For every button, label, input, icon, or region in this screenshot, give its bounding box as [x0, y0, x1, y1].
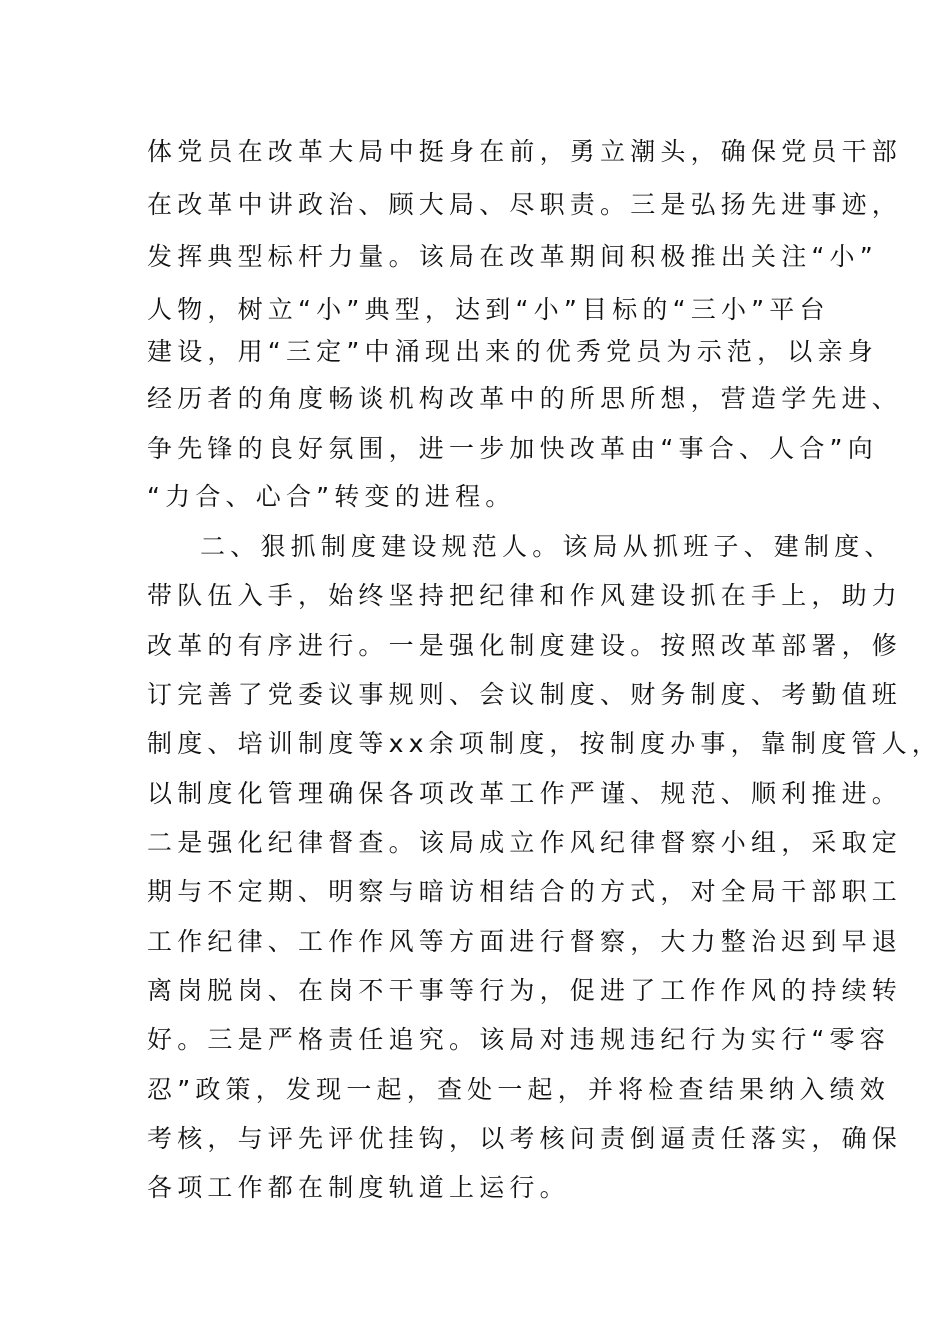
text-line: 忍”政策，发现一起，查处一起，并将检查结果纳入绩效: [147, 1075, 890, 1104]
paragraph-start-line: 二、狠抓制度建设规范人。该局从抓班子、建制度、: [200, 532, 895, 561]
text-line: 各项工作都在制度轨道上运行。: [147, 1173, 570, 1202]
text-line: 带队伍入手，始终坚持把纪律和作风建设抓在手上，助力: [147, 581, 903, 610]
text-line: 二是强化纪律督查。该局成立作风纪律督察小组，采取定: [147, 828, 903, 857]
text-line: 制度、培训制度等xx余项制度，按制度办事，靠制度管人，: [147, 729, 942, 758]
text-line: 考核，与评先评优挂钩，以考核问责倒逼责任落实，确保: [147, 1124, 903, 1153]
text-line: 发挥典型标杆力量。该局在改革期间积极推出关注“小”: [147, 242, 878, 271]
text-line: 工作纪律、工作作风等方面进行督察，大力整治迟到早退: [147, 927, 903, 956]
text-line: 在改革中讲政治、顾大局、尽职责。三是弘扬先进事迹，: [147, 190, 903, 219]
text-line: 离岗脱岗、在岗不干事等行为，促进了工作作风的持续转: [147, 976, 903, 1005]
text-line: 期与不定期、明察与暗访相结合的方式，对全局干部职工: [147, 877, 903, 906]
text-line: 经历者的角度畅谈机构改革中的所思所想，营造学先进、: [147, 384, 903, 413]
text-line: 体党员在改革大局中挺身在前，勇立潮头，确保党员干部: [147, 137, 903, 166]
text-line: 以制度化管理确保各项改革工作严谨、规范、顺利推进。: [147, 779, 903, 808]
text-line: 好。三是严格责任追究。该局对违规违纪行为实行“零容: [147, 1025, 890, 1054]
text-line: 订完善了党委议事规则、会议制度、财务制度、考勤值班: [147, 680, 903, 709]
text-line: 改革的有序进行。一是强化制度建设。按照改革部署，修: [147, 631, 903, 660]
text-line: “力合、心合”转变的进程。: [147, 482, 516, 511]
text-line: 争先锋的良好氛围，进一步加快改革由“事合、人合”向: [147, 434, 878, 463]
text-line: 人物，树立“小”典型，达到“小”目标的“三小”平台: [147, 295, 830, 324]
text-line: 建设，用“三定”中涌现出来的优秀党员为示范，以亲身: [147, 337, 878, 366]
